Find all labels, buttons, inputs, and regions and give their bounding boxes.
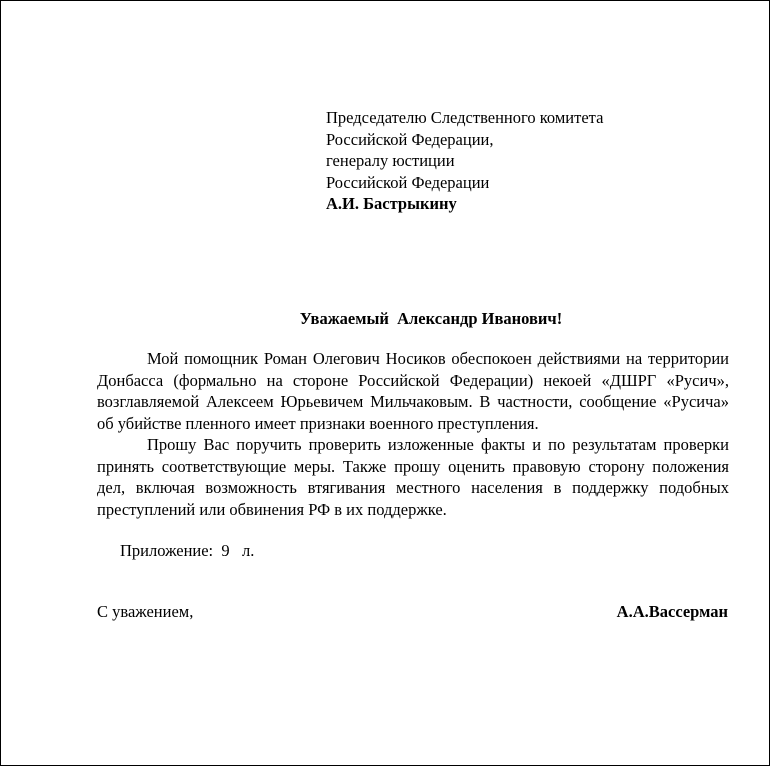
addressee-line: генералу юстиции xyxy=(326,151,455,170)
addressee-name: А.И. Бастрыкину xyxy=(326,194,457,213)
addressee-line: Российской Федерации xyxy=(326,172,490,192)
salutation: Уважаемый Александр Иванович! xyxy=(299,309,563,328)
addressee-line: Российской Федерации, xyxy=(326,129,494,149)
body-paragraph: Прошу Вас поручить проверить изложенные факты и по результатам проверки принять соответствующие меры. Также прошу оценить правовую сторону положения дел, включая возможность втягивания местного населения в поддержку подобных преступлений или обвинения РФ в их поддержке. xyxy=(97,435,729,519)
addressee-line: Председателю Следственного комитета xyxy=(326,108,604,127)
closing-phrase: С уважением, xyxy=(97,602,194,621)
addressee-block xyxy=(326,107,603,215)
attachment-note: Приложение: 9 л. xyxy=(120,541,255,560)
signature-name: А.А.Вассерман xyxy=(616,602,728,621)
body-paragraph: Мой помощник Роман Олегович Носиков обеспокоен действиями на территории Донбасса (формально на стороне Российской Федерации) некоей «ДШРГ «Русич», возглавляемой Алексеем Юрьевичем Мильчаковым. В частности, сообщение «Русича» об убийстве пленного имеет признаки военного преступления. xyxy=(97,349,729,433)
letter-body xyxy=(97,348,729,520)
